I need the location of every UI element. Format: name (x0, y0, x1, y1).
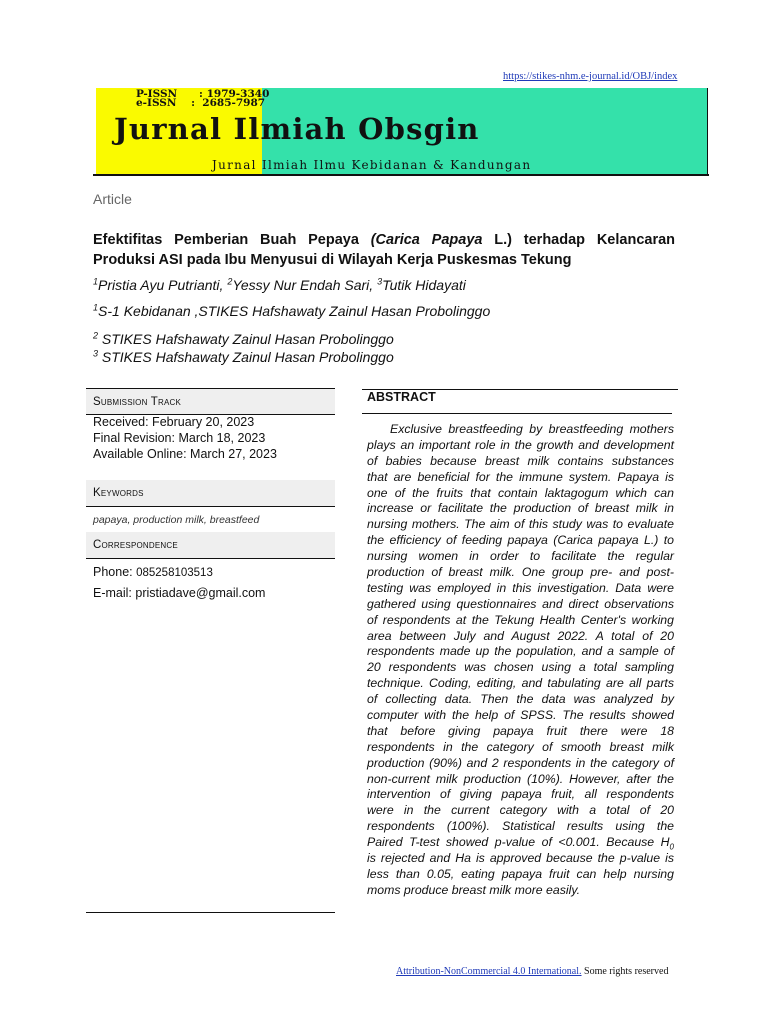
abstract-line: 20 respondents was chosen using a total sampling (367, 660, 674, 675)
title-line-2: Produksi ASI pada Ibu Menyusui di Wilayah Kerja Puskesmas Tekung (93, 252, 572, 268)
abstract-line: production of breast milk. One group pre- and post- (367, 565, 674, 580)
email-line: E-mail: pristiadave@gmail.com (93, 586, 266, 600)
final-revision-date: Final Revision: March 18, 2023 (93, 431, 266, 445)
keywords-text: papaya, production milk, breastfeed (93, 514, 260, 526)
abstract-line: that before giving papaya fruit there were 18 (367, 723, 674, 738)
abstract-line: non-current milk production (10%). However, after the (367, 771, 674, 786)
journal-banner (96, 88, 708, 174)
abstract-line: Exclusive breastfeeding by breastfeeding mothers (390, 422, 674, 436)
email-address: pristiadave@gmail.com (135, 586, 266, 600)
abstract-line: respondents (100%). Statistical results using the (367, 819, 674, 834)
banner-edge (707, 88, 708, 176)
abstract-heading: ABSTRACT (367, 390, 436, 404)
author-name: Yessy Nur Endah Sari, (232, 277, 378, 293)
abstract-line: respondents in the category of smooth breast milk (367, 739, 674, 754)
abstract-text (367, 422, 674, 899)
rights-text: Some rights reserved (581, 966, 669, 977)
abstract-line: that are beneficial for the immune system. Papaya is (367, 469, 674, 484)
abstract-line: is rejected and Ha is approved because the p-value is (367, 851, 674, 866)
article-title (93, 230, 675, 270)
author-name: Tutik Hidayati (382, 277, 466, 293)
abstract-line: respondents made up the population, and a sample of (367, 644, 674, 659)
received-date: Received: February 20, 2023 (93, 415, 255, 429)
h0-subscript: 0 (669, 842, 674, 852)
keywords-heading: Keywords (86, 480, 335, 506)
abstract-line: were in the current category with a total of 20 (367, 803, 674, 818)
author-list: $^1$Pristia Ayu Putrianti, $^2$Yessy Nur Endah Sari, $^3$Tutik Hidayati (93, 276, 466, 293)
journal-url-link[interactable]: https://stikes-nhm.e-journal.id/OBJ/index (503, 71, 678, 82)
abstract-heading-rule (362, 413, 672, 414)
abstract-line: area between July and August 2022. A total of 20 (367, 628, 674, 643)
issn-print: P-ISSN : 1979-3340 (136, 88, 270, 100)
submission-track-heading: Submission Track (86, 389, 335, 415)
affiliation-1: $^1$S-1 Kebidanan ,STIKES Hafshawaty Zainul Hasan Probolinggo (93, 302, 491, 319)
abstract-line: less than 0.05, eating papaya fruit can help nursing (367, 866, 674, 881)
banner-underline (93, 174, 709, 176)
abstract-line: of collecting data. Then the data was analyzed by (367, 692, 674, 707)
abstract-line: moms produce breast milk more easily. (367, 882, 580, 897)
available-online-date: Available Online: March 27, 2023 (93, 447, 277, 461)
phone-line: Phone: 085258103513 (93, 565, 213, 579)
divider (86, 558, 335, 559)
abstract-line: computer with the help of SPSS. The results showed (367, 708, 674, 723)
left-column-bottom-rule (86, 912, 335, 913)
phone-number: 085258103513 (136, 567, 213, 579)
abstract-line: nursing women in order to facilitate the regular (367, 549, 674, 564)
journal-subtitle: Jurnal Ilmiah Ilmu Kebidanan & Kandungan (212, 158, 532, 172)
license-footer (396, 966, 668, 977)
abstract-line: nursing mothers. The aim of this study was to evaluate (367, 517, 674, 532)
abstract-line: one of the fruits that contain laktagogum which can (367, 485, 674, 500)
abstract-line: gathered using questionnaires and direct observations (367, 596, 674, 611)
article-type-label: Article (93, 191, 132, 207)
journal-name: Jurnal Ilmiah Obsgin (114, 112, 480, 146)
license-link[interactable]: Attribution-NonCommercial 4.0 International. (396, 966, 582, 977)
title-line-1: Efektifitas Pemberian Buah Pepaya (Carica Papaya L.) terhadap Kelancaran (93, 232, 676, 248)
abstract-line: intervention of giving papaya fruit, all respondents (367, 787, 674, 802)
issn-electronic: e-ISSN : 2685-7987 (136, 97, 266, 109)
affiliation-2: $^2$ STIKES Hafshawaty Zainul Hasan Probolinggo (93, 330, 394, 347)
abstract-line: testing was employed in this investigation. Data were (367, 580, 674, 595)
abstract-line: of respondents at the Tekung Health Center's working (367, 612, 674, 627)
abstract-line: plays an important role in the growth and development (367, 437, 674, 452)
abstract-line: the efficiency of feeding papaya (Carica papaya L.) to (367, 533, 674, 548)
abstract-line: increase or facilitate the production of breast milk in (367, 501, 674, 516)
divider (86, 506, 335, 507)
affiliation-3: $^3$ STIKES Hafshawaty Zainul Hasan Probolinggo (93, 348, 394, 365)
abstract-line: of babies because breast milk contains substances (367, 453, 674, 468)
correspondence-heading: Correspondence (86, 532, 335, 558)
author-name: Pristia Ayu Putrianti, (98, 277, 228, 293)
abstract-line: Paired T-test showed p-value of <0.001. Because $H_0$ (367, 835, 674, 852)
abstract-line: production (90%) and 2 respondents in the category of (367, 755, 674, 770)
abstract-line: technique. Coding, editing, and tabulating are all parts (367, 676, 674, 691)
